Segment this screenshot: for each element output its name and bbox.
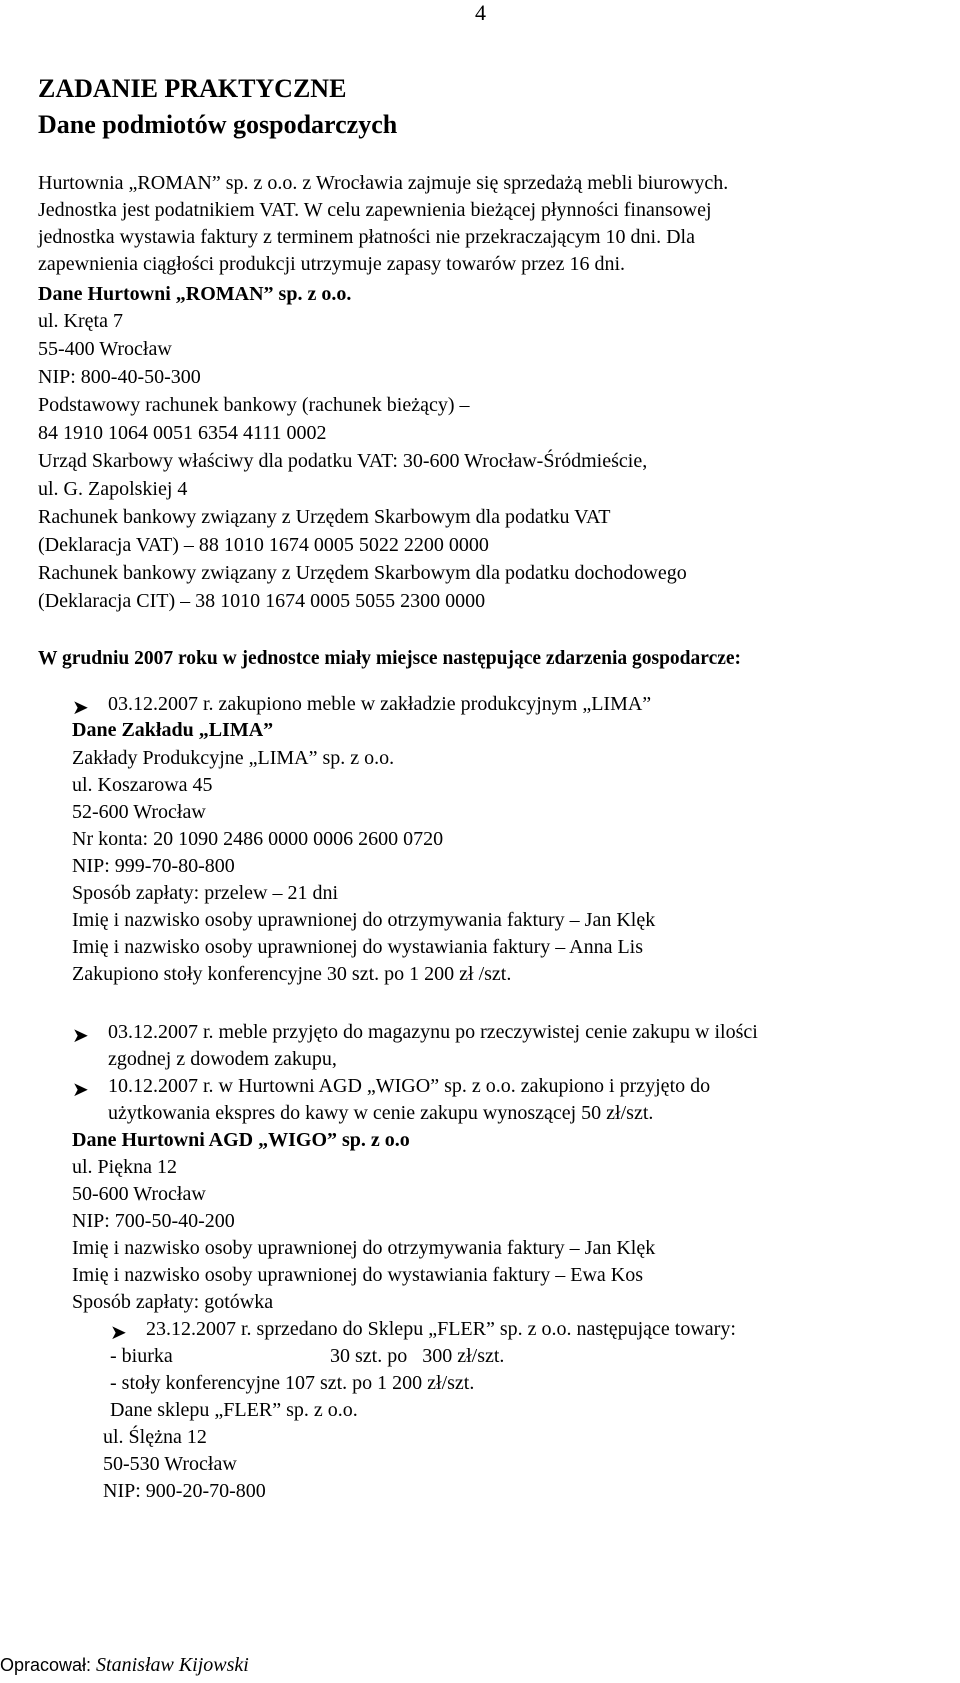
event1-line: Imię i nazwisko osoby uprawnionej do otrzymywania faktury – Jan Klęk [72, 909, 656, 931]
event1-heading: Dane Zakładu „LIMA” [72, 719, 274, 741]
footer-label: Opracował: [0, 1655, 92, 1675]
event1-line: ul. Koszarowa 45 [72, 774, 213, 796]
roman-line: Rachunek bankowy związany z Urzędem Skarbowym dla podatku dochodowego [38, 562, 687, 584]
intro-line: jednostka wystawia faktury z terminem płatności nie przekraczającym 10 dni. Dla [38, 226, 695, 248]
event3-line: 50-600 Wrocław [72, 1183, 206, 1205]
arrowhead-bullet-icon: ➤ [72, 1079, 89, 1101]
event4-item: - stoły konferencyjne 107 szt. po 1 200 zł/szt. [110, 1372, 475, 1394]
arrowhead-bullet-icon: ➤ [72, 1025, 89, 1047]
event3-line: NIP: 700-50-40-200 [72, 1210, 235, 1232]
footer-name: Stanisław Kijowski [96, 1654, 249, 1676]
event3-line: użytkowania ekspres do kawy w cenie zakupu wynoszącej 50 zł/szt. [108, 1102, 654, 1124]
roman-line: ul. Kręta 7 [38, 310, 123, 332]
roman-line: Podstawowy rachunek bankowy (rachunek bieżący) – [38, 394, 470, 416]
intro-line: Jednostka jest podatnikiem VAT. W celu zapewnienia bieżącej płynności finansowej [38, 199, 712, 221]
roman-line: ul. G. Zapolskiej 4 [38, 478, 188, 500]
arrowhead-bullet-icon: ➤ [110, 1322, 127, 1344]
intro-line: Hurtownia „ROMAN” sp. z o.o. z Wrocławia zajmuje się sprzedażą mebli biurowych. [38, 172, 729, 194]
arrowhead-bullet-icon: ➤ [72, 697, 89, 719]
event3-line: 10.12.2007 r. w Hurtowni AGD „WIGO” sp. z o.o. zakupiono i przyjęto do [108, 1075, 711, 1097]
intro-line: zapewnienia ciągłości produkcji utrzymuje zapasy towarów przez 16 dni. [38, 253, 626, 275]
event2-line: 03.12.2007 r. meble przyjęto do magazynu po rzeczywistej cenie zakupu w ilości [108, 1021, 758, 1043]
event4-line: NIP: 900-20-70-800 [103, 1480, 266, 1502]
event3-line: Sposób zapłaty: gotówka [72, 1291, 274, 1313]
event3-line: ul. Piękna 12 [72, 1156, 177, 1178]
events-heading: W grudniu 2007 roku w jednostce miały miejsce następujące zdarzenia gospodarcze: [38, 648, 742, 669]
event1-line: Sposób zapłaty: przelew – 21 dni [72, 882, 339, 904]
page-number: 4 [475, 0, 486, 25]
event4-item-qty: 30 szt. po 300 zł/szt. [330, 1345, 505, 1367]
event3-line: Imię i nazwisko osoby uprawnionej do wystawiania faktury – Ewa Kos [72, 1264, 643, 1286]
event1-line: Nr konta: 20 1090 2486 0000 0006 2600 0720 [72, 828, 444, 850]
event3-heading: Dane Hurtowni AGD „WIGO” sp. z o.o [72, 1129, 410, 1151]
roman-line: NIP: 800-40-50-300 [38, 366, 201, 388]
event1-text: 03.12.2007 r. zakupiono meble w zakładzie produkcyjnym „LIMA” [108, 693, 652, 715]
event4-heading: Dane sklepu „FLER” sp. z o.o. [110, 1399, 358, 1421]
event2-line: zgodnej z dowodem zakupu, [108, 1048, 337, 1070]
footer-author [0, 1655, 249, 1675]
roman-line: 84 1910 1064 0051 6354 4111 0002 [38, 422, 327, 444]
event1-line: 52-600 Wrocław [72, 801, 206, 823]
event1-line: Zakłady Produkcyjne „LIMA” sp. z o.o. [72, 747, 395, 769]
roman-line: Rachunek bankowy związany z Urzędem Skarbowym dla podatku VAT [38, 506, 611, 528]
event4-line: ul. Ślężna 12 [103, 1426, 207, 1448]
event1-line: Imię i nazwisko osoby uprawnionej do wystawiania faktury – Anna Lis [72, 936, 643, 958]
event1-line: Zakupiono stoły konferencyjne 30 szt. po 1 200 zł /szt. [72, 963, 512, 985]
event3-line: Imię i nazwisko osoby uprawnionej do otrzymywania faktury – Jan Klęk [72, 1237, 656, 1259]
event4-item: - biurka [110, 1345, 173, 1367]
roman-line: (Deklaracja VAT) – 88 1010 1674 0005 5022 2200 0000 [38, 534, 489, 556]
document-title: ZADANIE PRAKTYCZNE [38, 74, 347, 103]
roman-line: Urząd Skarbowy właściwy dla podatku VAT: 30-600 Wrocław-Śródmieście, [38, 450, 648, 472]
roman-line: 55-400 Wrocław [38, 338, 172, 360]
event4-line: 50-530 Wrocław [103, 1453, 237, 1475]
roman-heading: Dane Hurtowni „ROMAN” sp. z o.o. [38, 283, 352, 305]
event4-text: 23.12.2007 r. sprzedano do Sklepu „FLER” sp. z o.o. następujące towary: [146, 1318, 736, 1340]
event1-line: NIP: 999-70-80-800 [72, 855, 235, 877]
roman-line: (Deklaracja CIT) – 38 1010 1674 0005 5055 2300 0000 [38, 590, 486, 612]
document-subtitle: Dane podmiotów gospodarczych [38, 110, 398, 139]
